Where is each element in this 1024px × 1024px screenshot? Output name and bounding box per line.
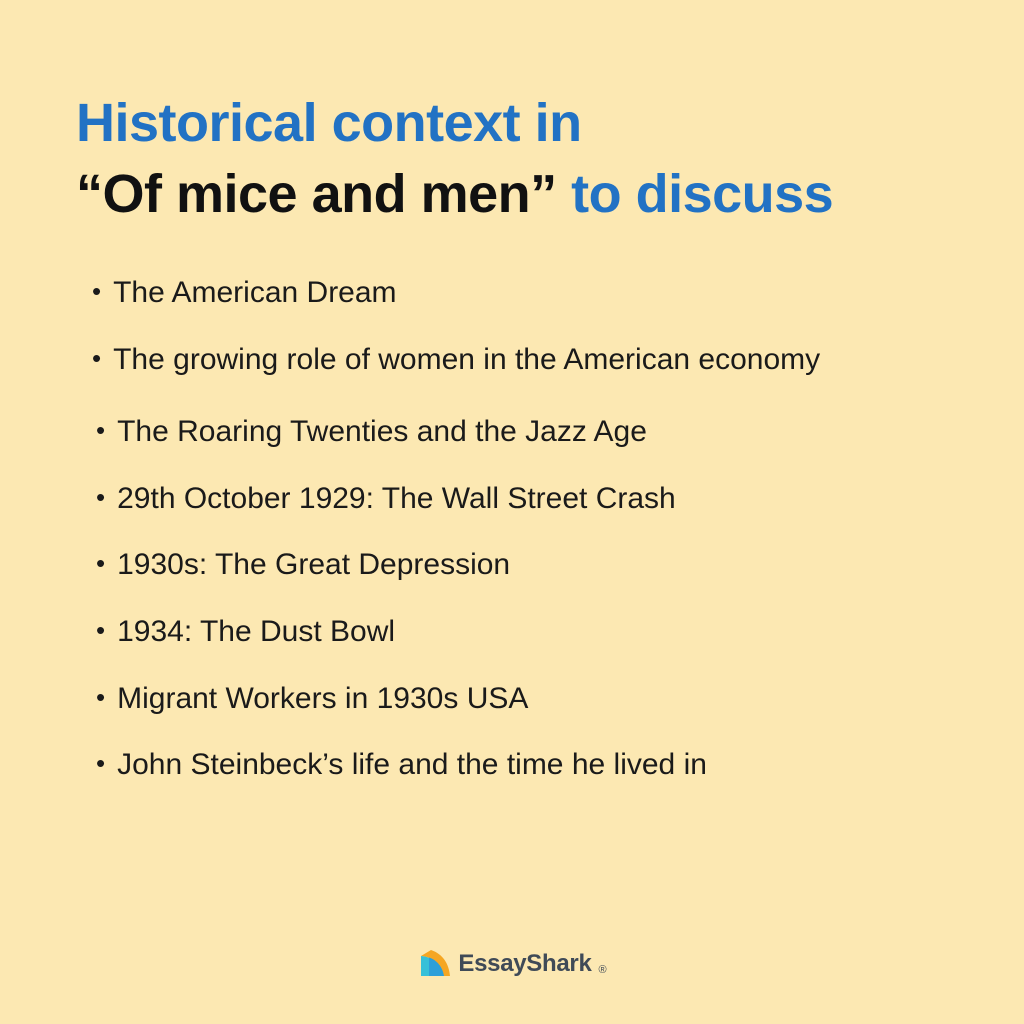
title-line-1: Historical context in [76, 93, 582, 153]
list-item [92, 339, 970, 382]
bullet-dot-icon: • [96, 614, 106, 645]
title-line-2 [76, 159, 956, 230]
list-item-label: 1934: The Dust Bowl [117, 614, 396, 648]
registered-mark: ® [598, 964, 607, 976]
list-item-label: John Steinbeck’s life and the time he lived in [117, 748, 707, 782]
bullet-dot-icon: • [92, 276, 102, 306]
list-item [96, 411, 970, 454]
bullet-dot-icon: • [96, 548, 106, 579]
bullet-dot-icon: • [92, 342, 102, 373]
title-quoted-work: “Of mice and men” [76, 164, 557, 225]
list-item [96, 478, 970, 521]
list-item [96, 744, 970, 787]
bullet-list [70, 272, 970, 811]
brand-footer [0, 948, 1024, 980]
brand-name: EssayShark [458, 950, 592, 977]
title-line-2-rest: to discuss [556, 164, 834, 225]
list-item-label: 29th October 1929: The Wall Street Crash [117, 481, 676, 515]
list-item-label: The Roaring Twenties and the Jazz Age [117, 415, 647, 449]
bullet-dot-icon: • [96, 681, 106, 712]
list-item-label: 1930s: The Great Depression [117, 548, 511, 582]
shark-fin-logo-icon [417, 948, 451, 980]
bullet-dot-icon: • [96, 415, 106, 446]
bullet-dot-icon: • [96, 481, 106, 512]
bullet-dot-icon: • [96, 748, 106, 779]
list-item [96, 678, 970, 721]
list-item-label: The American Dream [113, 276, 397, 309]
list-item [96, 544, 970, 587]
list-item-label: The growing role of women in the American economy [113, 342, 821, 376]
page-title [76, 88, 956, 231]
list-item [92, 272, 970, 315]
list-item-label: Migrant Workers in 1930s USA [117, 681, 529, 715]
list-item [96, 611, 970, 654]
